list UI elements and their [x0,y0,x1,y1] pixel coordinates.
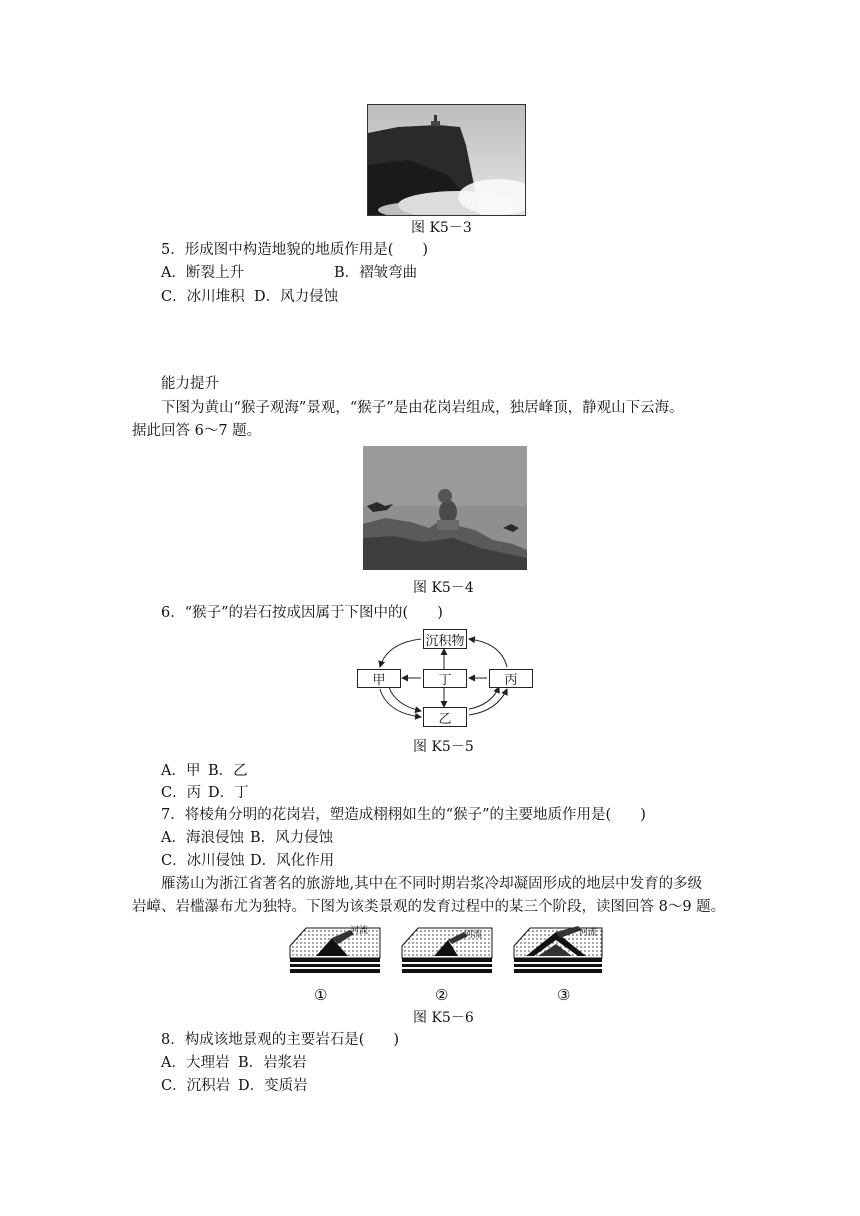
q8-option-c: C．沉积岩 [161,1078,231,1094]
cliff-photo-image [368,105,525,215]
figure-caption-k5-6: 图 K5－6 [413,1010,474,1026]
figure-caption-k5-4: 图 K5－4 [413,580,474,596]
river-label-3: 河流 [579,928,598,938]
intro-6-7-line2: 据此回答 6～7 题。 [132,423,262,439]
figure-caption-k5-5: 图 K5－5 [413,739,474,755]
stage-label-1: ① [314,986,328,1004]
monkey-rock-photo [363,446,527,570]
q6-option-a: A．甲 [161,763,201,779]
node-bing: 丙 [489,669,533,688]
q7-option-b: B．风力侵蚀 [250,830,334,846]
q8-option-a: A．大理岩 [161,1055,230,1071]
q6-option-b: B．乙 [208,763,248,779]
q5-option-c: C．冰川堆积 [161,289,245,305]
q8-option-d: D．变质岩 [238,1078,308,1094]
river-label-2: 河流 [464,930,483,940]
monkey-rock-image [363,446,527,570]
node-sediment: 沉积物 [423,629,467,649]
river-label-1: 河流 [350,926,369,936]
waterfall-stages-image [288,922,604,980]
node-ding: 丁 [423,669,467,688]
rock-cycle-diagram [345,627,545,729]
stage-label-3: ③ [557,986,571,1004]
question-5-stem: 5．形成图中构造地貌的地质作用是( ) [161,242,429,258]
node-jia: 甲 [357,669,401,688]
q6-option-d: D．丁 [208,785,249,801]
waterfall-stages-figure [288,922,604,980]
q7-option-d: D．风化作用 [250,853,335,869]
node-yi: 乙 [423,707,467,727]
intro-8-9-line1: 雁荡山为浙江省著名的旅游地,其中在不同时期岩浆冷却凝固形成的地层中发育的多级 [161,876,703,892]
question-6-stem: 6．“猴子”的岩石按成因属于下图中的( ) [161,605,443,621]
figure-caption-k5-3: 图 K5－3 [411,220,472,236]
cliff-photo [367,104,526,216]
q7-option-a: A．海浪侵蚀 [161,830,244,846]
stage-label-2: ② [435,986,449,1004]
q7-option-c: C．冰川侵蚀 [161,853,245,869]
intro-8-9-line2: 岩嶂、岩槛瀑布尤为独特。下图为该类景观的发育过程中的某三个阶段，读图回答 8～9 题。 [132,899,726,915]
question-7-stem: 7．将棱角分明的花岗岩，塑造成栩栩如生的“猴子”的主要地质作用是( ) [161,807,646,823]
q5-option-b: B．褶皱弯曲 [334,265,418,281]
q6-option-c: C．丙 [161,785,202,801]
q5-option-d: D．风力侵蚀 [254,289,339,305]
q5-option-a: A．断裂上升 [161,265,244,281]
section-title: 能力提升 [161,376,219,392]
intro-6-7-line1: 下图为黄山“猴子观海”景观，“猴子”是由花岗岩组成，独居峰顶，静观山下云海。 [161,400,684,416]
question-8-stem: 8．构成该地景观的主要岩石是( ) [161,1032,400,1048]
q8-option-b: B．岩浆岩 [238,1055,307,1071]
